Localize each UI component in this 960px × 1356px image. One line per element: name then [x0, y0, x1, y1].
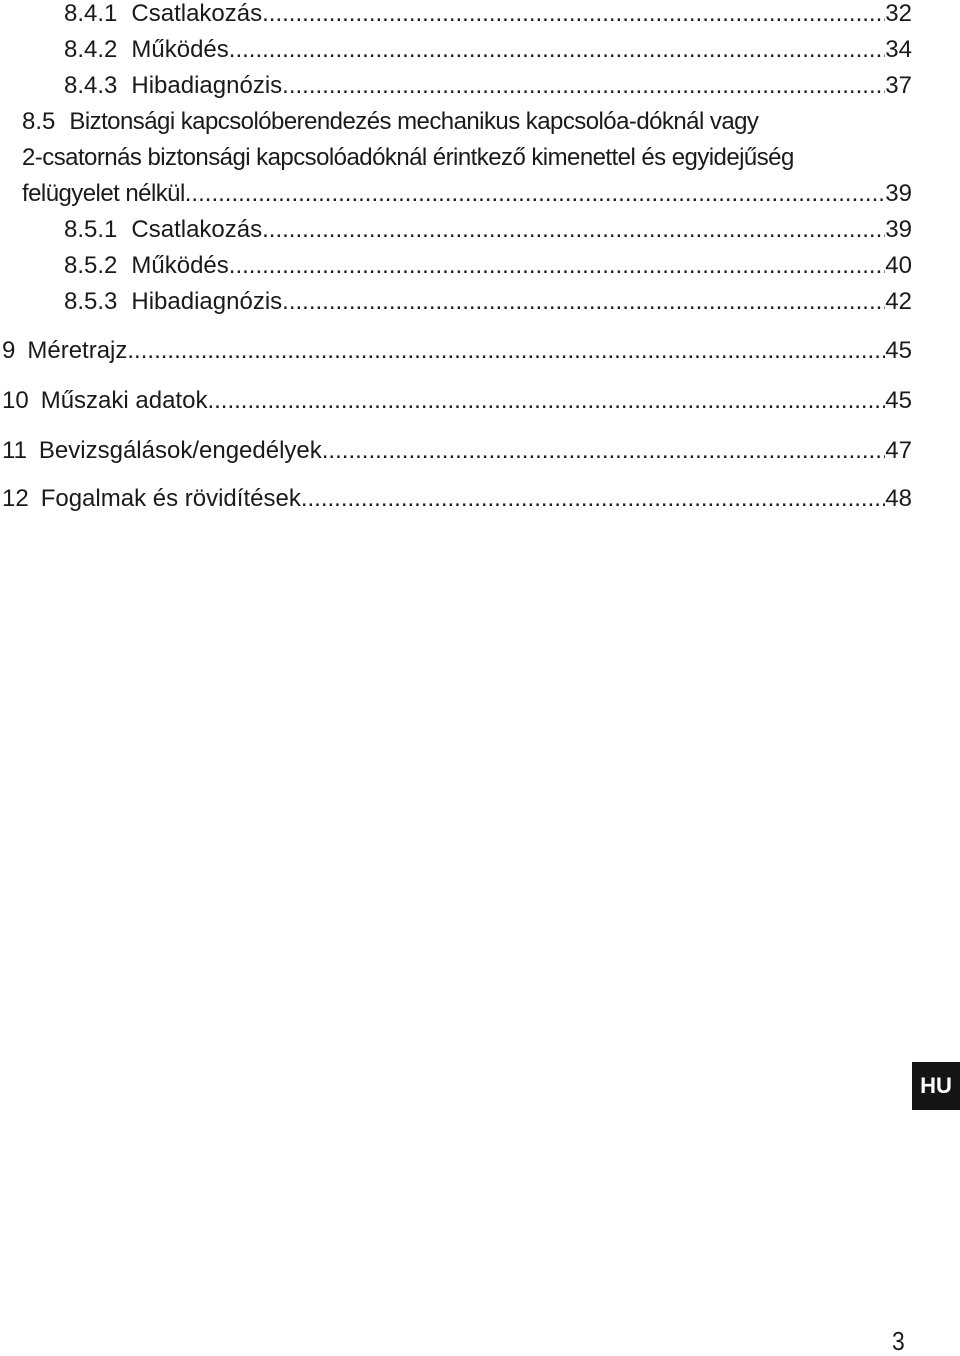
toc-title: Méretrajz — [27, 337, 128, 364]
page-number: 3 — [892, 1326, 905, 1356]
toc-page: 32 — [885, 0, 912, 27]
toc-title: Bevizsgálások/engedélyek — [38, 437, 322, 464]
toc-title: Működés — [131, 252, 229, 279]
toc-entry-8-5-1[interactable] — [64, 213, 912, 247]
toc-page: 48 — [885, 485, 912, 512]
toc-entry-8-5-3[interactable] — [64, 285, 912, 319]
toc-number: 10 — [2, 387, 29, 414]
toc-number: 8.4.2 — [64, 36, 118, 63]
toc-number: 9 — [2, 337, 16, 364]
toc-leader-dots — [262, 0, 885, 31]
toc-page: 39 — [885, 180, 912, 207]
toc-entry-8-4-3[interactable] — [64, 69, 912, 103]
toc-line — [22, 177, 912, 211]
toc-leader-dots — [282, 285, 885, 319]
toc-leader-dots — [185, 177, 886, 211]
toc-number: 8.5 — [22, 108, 56, 135]
toc-entry-10[interactable] — [2, 384, 912, 418]
toc-page: 40 — [885, 252, 912, 279]
toc-page: 45 — [885, 387, 912, 414]
toc-number: 12 — [2, 485, 29, 512]
toc-title: Fogalmak és rövidítések — [40, 485, 301, 512]
toc-title: Hibadiagnózis — [131, 72, 283, 99]
toc-title: Hibadiagnózis — [131, 288, 283, 315]
toc-page: 37 — [885, 72, 912, 99]
toc-leader-dots — [229, 33, 886, 67]
toc-entry-12[interactable] — [2, 482, 912, 516]
toc-entry-11[interactable] — [2, 434, 912, 468]
toc-leader-dots — [322, 434, 886, 468]
toc-entry-8-4-1[interactable] — [64, 0, 912, 31]
toc-title: Biztonsági kapcsolóberendezés mechanikus kapcsolóa-dóknál vagy — [69, 108, 759, 135]
language-tab — [912, 1062, 960, 1110]
toc-title: 2-csatornás biztonsági kapcsolóadóknál érintkező kimenettel és egyidejűség — [22, 144, 794, 171]
toc-entry-8-5-2[interactable] — [64, 249, 912, 283]
toc-title: felügyelet nélkül — [22, 180, 185, 207]
toc-title: Műszaki adatok — [40, 387, 208, 414]
toc-number: 11 — [2, 437, 27, 464]
toc-page: 42 — [885, 288, 912, 315]
toc-leader-dots — [282, 69, 885, 103]
toc-number: 8.5.1 — [64, 216, 118, 243]
toc-number: 8.4.1 — [64, 0, 118, 27]
toc-number: 8.5.3 — [64, 288, 118, 315]
toc-line — [22, 141, 912, 175]
toc-leader-dots — [262, 213, 885, 247]
toc-number: 8.5.2 — [64, 252, 118, 279]
toc-number: 8.4.3 — [64, 72, 118, 99]
toc-page: 34 — [885, 36, 912, 63]
toc-page: 39 — [885, 216, 912, 243]
language-tab-label: HU — [920, 1073, 952, 1098]
toc-title: Csatlakozás — [131, 216, 263, 243]
toc-leader-dots — [229, 249, 886, 283]
toc-leader-dots — [127, 334, 885, 368]
toc-leader-dots — [301, 482, 885, 516]
toc-page: 47 — [885, 437, 912, 464]
toc-entry-9[interactable] — [2, 334, 912, 368]
toc-title: Működés — [131, 36, 229, 63]
toc-title: Csatlakozás — [131, 0, 263, 27]
toc-entry-8-4-2[interactable] — [64, 33, 912, 67]
toc-line — [22, 105, 912, 139]
toc-leader-dots — [207, 384, 885, 418]
toc-page: 45 — [885, 337, 912, 364]
